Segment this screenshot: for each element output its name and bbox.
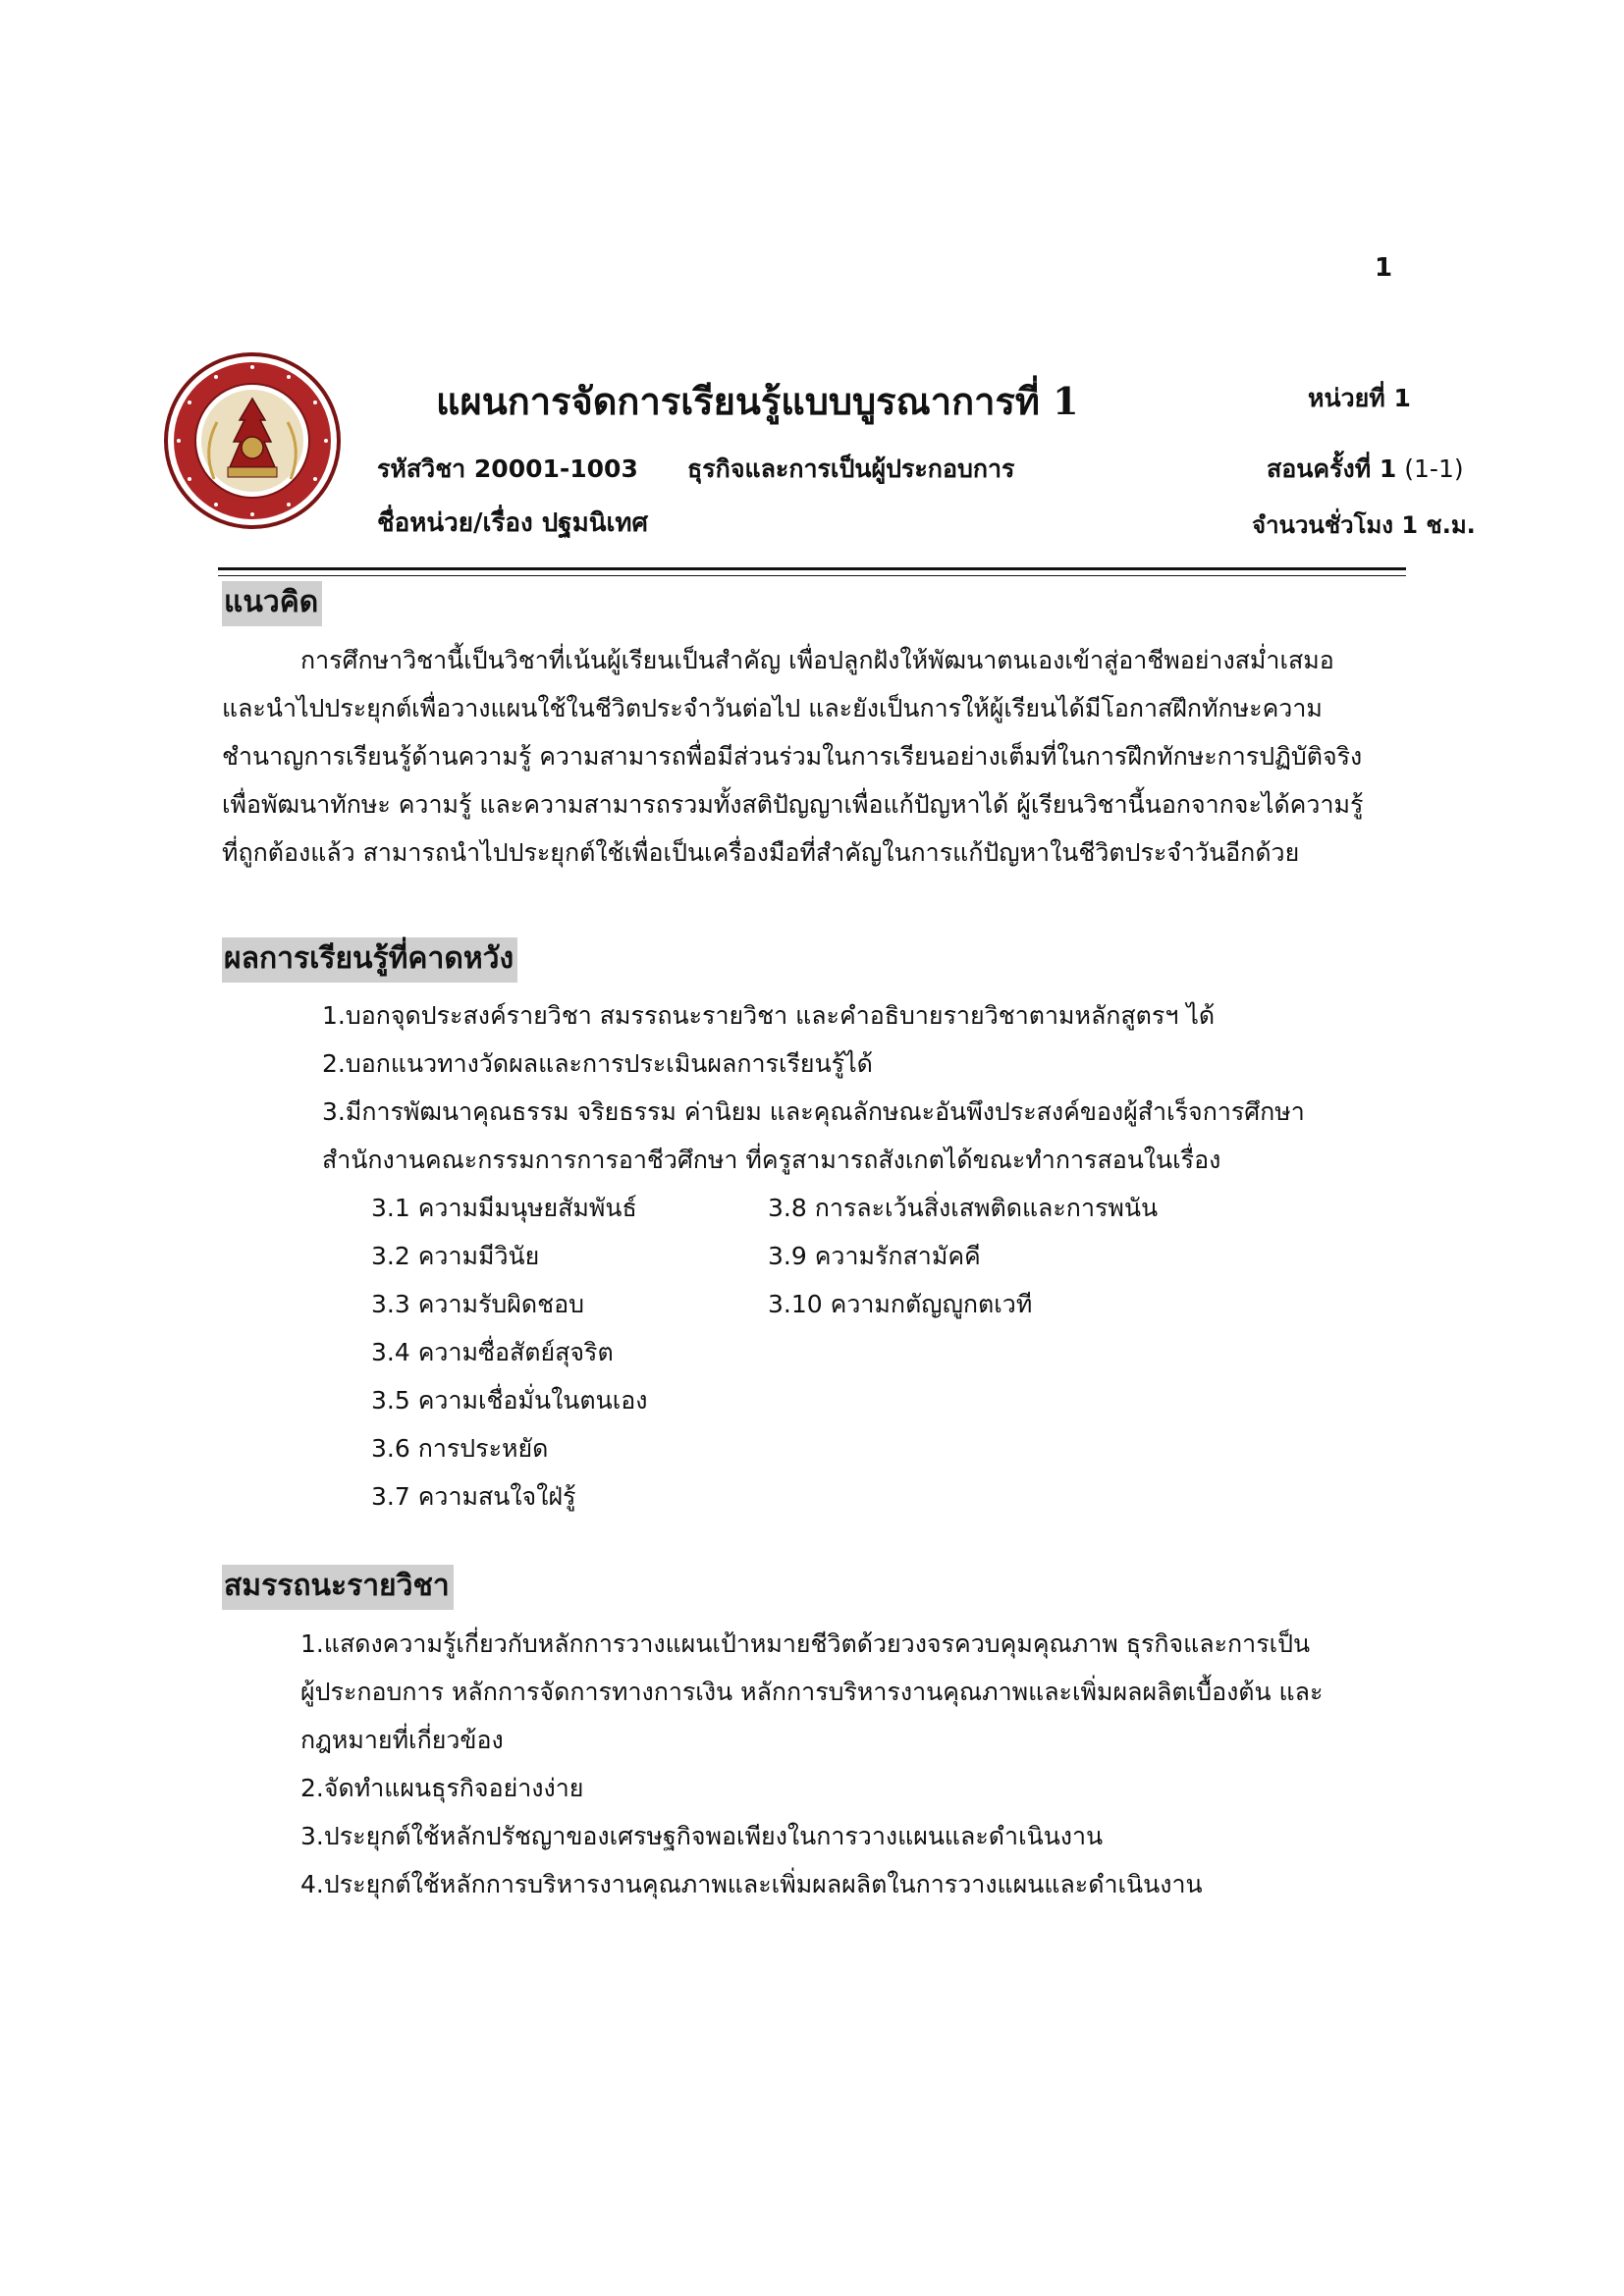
concept-line: ชำนาญการเรียนรู้ด้านความรู้ ความสามารถพื่อมีส่วนร่วมในการเรียนอย่างเต็มที่ในการฝึกทักษะการปฏิบัติจริง	[222, 742, 1363, 771]
header-divider-thick	[218, 567, 1406, 570]
competency-line: 2.จัดทำแผนธุรกิจอย่างง่าย	[300, 1774, 584, 1802]
outcomes-list	[322, 991, 1305, 1184]
concept-paragraph	[0, 636, 1363, 877]
virtues-right-list	[768, 1184, 1158, 1328]
competency-list	[300, 1620, 1323, 1908]
outcome-item: 1.บอกจุดประสงค์รายวิชา สมรรถนะรายวิชา และคำอธิบายรายวิชาตามหลักสูตรฯ ได้	[322, 1001, 1216, 1030]
session-label	[1267, 450, 1464, 489]
virtue-item: 3.6 การประหยัด	[371, 1434, 549, 1463]
competency-heading: สมรรถนะรายวิชา	[222, 1565, 454, 1610]
virtue-item: 3.1 ความมีมนุษยสัมพันธ์	[371, 1194, 637, 1222]
concept-line: และนำไปประยุกต์เพื่อวางแผนใช้ในชีวิตประจำวันต่อไป และยังเป็นการให้ผู้เรียนได้มีโอกาสฝึกทักษะความ	[222, 694, 1323, 722]
concept-line: เพื่อพัฒนาทักษะ ความรู้ และความสามารถรวมทั้งสติปัญญาเพื่อแก้ปัญหาได้ ผู้เรียนวิชานี้นอกจากจะได้ความรู้	[222, 790, 1364, 819]
competency-line: 3.ประยุกต์ใช้หลักปรัชญาของเศรษฐกิจพอเพียงในการวางแผนและดำเนินงาน	[300, 1822, 1104, 1850]
hours-label: จำนวนชั่วโมง 1 ช.ม.	[1252, 511, 1476, 539]
course-code: รหัสวิชา 20001-1003	[377, 454, 638, 483]
competency-line: 4.ประยุกต์ใช้หลักการบริหารงานคุณภาพและเพิ่มผลผลิตในการวางแผนและดำเนินงาน	[300, 1870, 1203, 1898]
competency-line: กฎหมายที่เกี่ยวข้อง	[300, 1726, 504, 1754]
session-suffix: (1-1)	[1396, 454, 1464, 483]
outcome-item: สำนักงานคณะกรรมการการอาชีวศึกษา ที่ครูสามารถสังเกตได้ขณะทำการสอนในเรื่อง	[322, 1146, 1221, 1174]
concept-line: ที่ถูกต้องแล้ว สามารถนำไปประยุกต์ใช้เพื่อเป็นเครื่องมือที่สำคัญในการแก้ปัญหาในชีวิตประจำวันอีกด้วย	[222, 838, 1300, 867]
virtue-item: 3.9 ความรักสามัคคี	[768, 1242, 981, 1270]
page-number: 1	[1375, 253, 1393, 283]
virtue-item: 3.4 ความซื่อสัตย์สุจริต	[371, 1338, 614, 1366]
virtue-item: 3.8 การละเว้นสิ่งเสพติดและการพนัน	[768, 1194, 1159, 1222]
virtue-item: 3.2 ความมีวินัย	[371, 1242, 540, 1270]
unit-topic: ชื่อหน่วย/เรื่อง ปฐมนิเทศ	[377, 508, 649, 538]
outcomes-heading: ผลการเรียนรู้ที่คาดหวัง	[222, 937, 517, 983]
unit-label: หน่วยที่ 1	[1308, 384, 1411, 412]
outcome-item: 2.บอกแนวทางวัดผลและการประเมินผลการเรียนรู้ได้	[322, 1049, 873, 1078]
concept-heading: แนวคิด	[222, 581, 322, 626]
header-divider-thin	[218, 575, 1406, 576]
competency-line: ผู้ประกอบการ หลักการจัดการทางการเงิน หลักการบริหารงานคุณภาพและเพิ่มผลผลิตเบื้องต้น และ	[300, 1678, 1324, 1706]
vocational-commission-seal-logo	[163, 351, 342, 530]
virtue-item: 3.10 ความกตัญญูกตเวที	[768, 1290, 1033, 1318]
competency-line: 1.แสดงความรู้เกี่ยวกับหลักการวางแผนเป้าหมายชีวิตด้วยวงจรควบคุมคุณภาพ ธุรกิจและการเป็น	[300, 1629, 1311, 1658]
virtue-item: 3.3 ความรับผิดชอบ	[371, 1290, 585, 1318]
course-name: ธุรกิจและการเป็นผู้ประกอบการ	[687, 454, 1015, 483]
session-prefix: สอนครั้งที่ 1	[1267, 454, 1397, 483]
concept-line: การศึกษาวิชานี้เป็นวิชาที่เน้นผู้เรียนเป็นสำคัญ เพื่อปลูกฝังให้พัฒนาตนเองเข้าสู่อาชีพอย่างสม่ำเสมอ	[300, 646, 1334, 674]
outcome-item: 3.มีการพัฒนาคุณธรรม จริยธรรม ค่านิยม และคุณลักษณะอันพึงประสงค์ของผู้สำเร็จการศึกษา	[322, 1097, 1305, 1126]
virtue-item: 3.7 ความสนใจใฝ่รู้	[371, 1482, 576, 1511]
virtue-item: 3.5 ความเชื่อมั่นในตนเอง	[371, 1386, 648, 1415]
virtues-left-list	[371, 1184, 647, 1521]
document-title: แผนการจัดการเรียนรู้แบบบูรณาการที่ 1	[436, 379, 1079, 423]
